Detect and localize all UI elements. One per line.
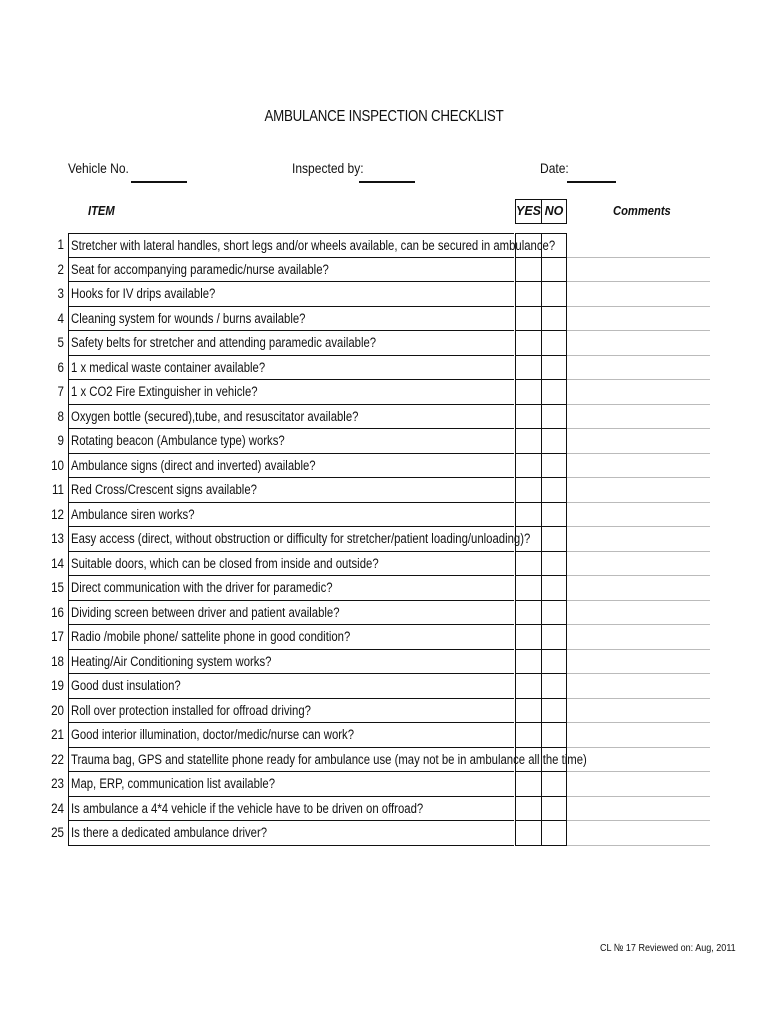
item-text: Heating/Air Conditioning system works? — [71, 653, 272, 669]
item-cell — [68, 405, 514, 430]
item-number: 10 — [51, 457, 64, 473]
table-row — [0, 331, 768, 356]
table-row — [0, 821, 768, 846]
item-text: Direct communication with the driver for paramedic? — [71, 580, 333, 595]
yes-checkbox[interactable] — [515, 454, 541, 479]
item-number: 2 — [57, 261, 64, 277]
item-text: Seat for accompanying paramedic/nurse available? — [71, 261, 329, 277]
table-row — [0, 429, 768, 454]
table-row — [0, 356, 768, 381]
item-number: 1 — [57, 237, 64, 252]
vehicle-no-field[interactable] — [131, 181, 187, 183]
item-number: 4 — [57, 310, 64, 326]
item-cell — [68, 331, 514, 356]
item-number: 19 — [51, 678, 64, 693]
date-field[interactable] — [567, 181, 616, 183]
table-row — [0, 527, 768, 552]
yes-checkbox[interactable] — [515, 429, 541, 454]
no-checkbox[interactable] — [541, 307, 567, 332]
comment-field[interactable] — [567, 331, 710, 356]
comment-field[interactable] — [567, 454, 710, 479]
item-text: Ambulance signs (direct and inverted) available? — [71, 457, 316, 473]
item-cell — [68, 601, 514, 626]
item-cell — [68, 699, 514, 724]
yes-checkbox[interactable] — [515, 772, 541, 797]
item-cell — [68, 307, 514, 332]
yes-checkbox[interactable] — [515, 527, 541, 552]
yes-checkbox[interactable] — [515, 380, 541, 405]
table-row — [0, 650, 768, 675]
item-cell — [68, 723, 514, 748]
item-number: 9 — [57, 433, 64, 448]
yes-checkbox[interactable] — [515, 552, 541, 577]
yes-checkbox[interactable] — [515, 478, 541, 503]
item-text: Dividing screen between driver and patient available? — [71, 604, 340, 620]
checklist-table — [0, 233, 768, 846]
item-text: Map, ERP, communication list available? — [71, 776, 276, 791]
item-number: 14 — [51, 555, 64, 571]
table-row — [0, 625, 768, 650]
item-cell — [68, 625, 514, 650]
no-column-header: NO — [544, 204, 564, 218]
comment-field[interactable] — [567, 405, 710, 430]
document-footer: CL № 17 Reviewed on: Aug, 2011 — [600, 942, 736, 954]
item-text: Good interior illumination, doctor/medic/nurse can work? — [71, 727, 355, 742]
item-cell — [68, 429, 514, 454]
item-number: 17 — [51, 629, 64, 644]
item-number: 11 — [51, 482, 64, 497]
table-row — [0, 233, 768, 258]
no-checkbox[interactable] — [541, 625, 567, 650]
item-number: 8 — [57, 408, 64, 424]
item-text: Is there a dedicated ambulance driver? — [71, 825, 268, 840]
item-text: 1 x medical waste container available? — [71, 359, 266, 375]
item-text: Trauma bag, GPS and statellite phone ready for ambulance use (may not be in ambulance all the time) — [71, 751, 587, 767]
no-checkbox[interactable] — [541, 478, 567, 503]
date-label: Date: — [540, 160, 569, 176]
item-text: Is ambulance a 4*4 vehicle if the vehicle have to be driven on offroad? — [71, 800, 424, 816]
no-checkbox[interactable] — [541, 797, 567, 822]
no-checkbox[interactable] — [541, 772, 567, 797]
item-cell — [68, 527, 531, 552]
comment-field[interactable] — [567, 307, 710, 332]
item-cell — [68, 258, 514, 283]
item-cell — [68, 282, 514, 307]
no-checkbox[interactable] — [541, 429, 567, 454]
table-row — [0, 723, 768, 748]
no-checkbox[interactable] — [541, 527, 567, 552]
comment-field[interactable] — [567, 503, 710, 528]
table-row — [0, 405, 768, 430]
comment-field[interactable] — [567, 282, 710, 307]
table-row — [0, 307, 768, 332]
yes-checkbox[interactable] — [515, 674, 541, 699]
no-checkbox[interactable] — [541, 552, 567, 577]
item-cell — [68, 380, 514, 405]
yes-checkbox[interactable] — [515, 797, 541, 822]
table-row — [0, 282, 768, 307]
yes-checkbox[interactable] — [515, 405, 541, 430]
table-row — [0, 258, 768, 283]
comment-field[interactable] — [567, 478, 710, 503]
item-text: Roll over protection installed for offroad driving? — [71, 702, 311, 718]
table-row — [0, 674, 768, 699]
no-checkbox[interactable] — [541, 601, 567, 626]
table-row — [0, 772, 768, 797]
no-checkbox[interactable] — [541, 650, 567, 675]
comment-field[interactable] — [567, 625, 710, 650]
comment-field[interactable] — [567, 821, 710, 846]
yes-checkbox[interactable] — [515, 748, 541, 773]
inspected-by-field[interactable] — [359, 181, 415, 183]
item-text: Radio /mobile phone/ sattelite phone in good condition? — [71, 629, 351, 644]
item-number: 15 — [51, 580, 64, 595]
no-checkbox[interactable] — [541, 331, 567, 356]
no-checkbox[interactable] — [541, 748, 567, 773]
comment-field[interactable] — [567, 356, 710, 381]
item-number: 23 — [51, 776, 64, 791]
item-number: 7 — [57, 384, 64, 399]
comment-field[interactable] — [567, 380, 710, 405]
no-checkbox[interactable] — [541, 723, 567, 748]
item-number: 6 — [57, 359, 64, 375]
comment-field[interactable] — [567, 797, 710, 822]
comment-field[interactable] — [567, 674, 710, 699]
inspected-by-label: Inspected by: — [292, 160, 364, 176]
item-cell — [68, 552, 514, 577]
item-number: 5 — [57, 335, 64, 350]
yes-checkbox[interactable] — [515, 233, 541, 258]
comment-field[interactable] — [567, 258, 710, 283]
yes-checkbox[interactable] — [515, 576, 541, 601]
no-checkbox[interactable] — [541, 233, 567, 258]
no-checkbox[interactable] — [541, 699, 567, 724]
item-text: Safety belts for stretcher and attending paramedic available? — [71, 335, 377, 350]
item-text: Rotating beacon (Ambulance type) works? — [71, 433, 285, 448]
item-cell — [68, 772, 514, 797]
yes-checkbox[interactable] — [515, 503, 541, 528]
yes-column-header: YES — [516, 200, 542, 223]
page-title: AMBULANCE INSPECTION CHECKLIST — [264, 108, 504, 125]
yes-checkbox[interactable] — [515, 723, 541, 748]
item-cell — [68, 478, 514, 503]
yes-checkbox[interactable] — [515, 331, 541, 356]
item-cell — [68, 797, 514, 822]
item-text: Easy access (direct, without obstruction or difficulty for stretcher/patient loading/unloading)? — [71, 531, 531, 546]
comment-field[interactable] — [567, 748, 710, 773]
yes-checkbox[interactable] — [515, 282, 541, 307]
item-text: Cleaning system for wounds / burns available? — [71, 310, 306, 326]
yes-checkbox[interactable] — [515, 699, 541, 724]
comment-field[interactable] — [567, 527, 710, 552]
no-checkbox[interactable] — [541, 356, 567, 381]
vehicle-no-label: Vehicle No. — [68, 160, 129, 176]
table-row — [0, 601, 768, 626]
item-number: 12 — [51, 506, 64, 522]
item-cell — [68, 454, 514, 479]
no-checkbox[interactable] — [541, 503, 567, 528]
yes-checkbox[interactable] — [515, 258, 541, 283]
item-number: 16 — [51, 604, 64, 620]
no-checkbox[interactable] — [541, 454, 567, 479]
table-row — [0, 380, 768, 405]
yes-checkbox[interactable] — [515, 625, 541, 650]
item-text: Ambulance siren works? — [71, 506, 195, 522]
comment-field[interactable] — [567, 552, 710, 577]
table-row — [0, 503, 768, 528]
item-number: 24 — [51, 800, 64, 816]
comment-field[interactable] — [567, 723, 710, 748]
yes-checkbox[interactable] — [515, 650, 541, 675]
item-number: 22 — [51, 751, 64, 767]
comment-field[interactable] — [567, 772, 710, 797]
item-text: Oxygen bottle (secured),tube, and resuscitator available? — [71, 408, 359, 424]
item-cell — [68, 503, 514, 528]
no-checkbox[interactable] — [541, 405, 567, 430]
yes-checkbox[interactable] — [515, 307, 541, 332]
yes-checkbox[interactable] — [515, 821, 541, 846]
yes-checkbox[interactable] — [515, 356, 541, 381]
item-number: 13 — [51, 531, 64, 546]
comments-column-header: Comments — [613, 203, 671, 218]
item-number: 21 — [51, 727, 64, 742]
comment-field[interactable] — [567, 576, 710, 601]
table-row — [0, 478, 768, 503]
item-column-header: ITEM — [88, 203, 115, 218]
no-checkbox[interactable] — [541, 674, 567, 699]
table-row — [0, 552, 768, 577]
item-text: Hooks for IV drips available? — [71, 286, 216, 301]
table-row — [0, 797, 768, 822]
item-number: 18 — [51, 653, 64, 669]
table-row — [0, 699, 768, 724]
comment-field[interactable] — [567, 650, 710, 675]
comment-field[interactable] — [567, 699, 710, 724]
item-text: Suitable doors, which can be closed from inside and outside? — [71, 555, 379, 571]
comment-field[interactable] — [567, 601, 710, 626]
no-checkbox[interactable] — [541, 282, 567, 307]
item-cell — [68, 748, 587, 773]
yes-no-header — [515, 199, 567, 224]
table-row — [0, 748, 768, 773]
table-row — [0, 454, 768, 479]
item-text: Red Cross/Crescent signs available? — [71, 482, 257, 497]
item-cell — [68, 821, 514, 846]
item-cell — [68, 356, 514, 381]
comment-field[interactable] — [567, 429, 710, 454]
no-checkbox[interactable] — [541, 258, 567, 283]
item-text: Stretcher with lateral handles, short legs and/or wheels available, can be secured in ambulance? — [71, 238, 556, 253]
yes-checkbox[interactable] — [515, 601, 541, 626]
item-cell — [68, 576, 514, 601]
item-text: 1 x CO2 Fire Extinguisher in vehicle? — [71, 384, 258, 399]
item-text: Good dust insulation? — [71, 678, 181, 693]
item-cell — [68, 650, 514, 675]
table-row — [0, 576, 768, 601]
no-checkbox[interactable] — [541, 380, 567, 405]
no-checkbox[interactable] — [541, 821, 567, 846]
no-checkbox[interactable] — [541, 576, 567, 601]
item-number: 3 — [57, 286, 64, 301]
item-cell — [68, 674, 514, 699]
item-cell — [68, 233, 556, 258]
comment-field[interactable] — [567, 233, 710, 258]
item-number: 25 — [51, 825, 64, 840]
item-number: 20 — [51, 702, 64, 718]
